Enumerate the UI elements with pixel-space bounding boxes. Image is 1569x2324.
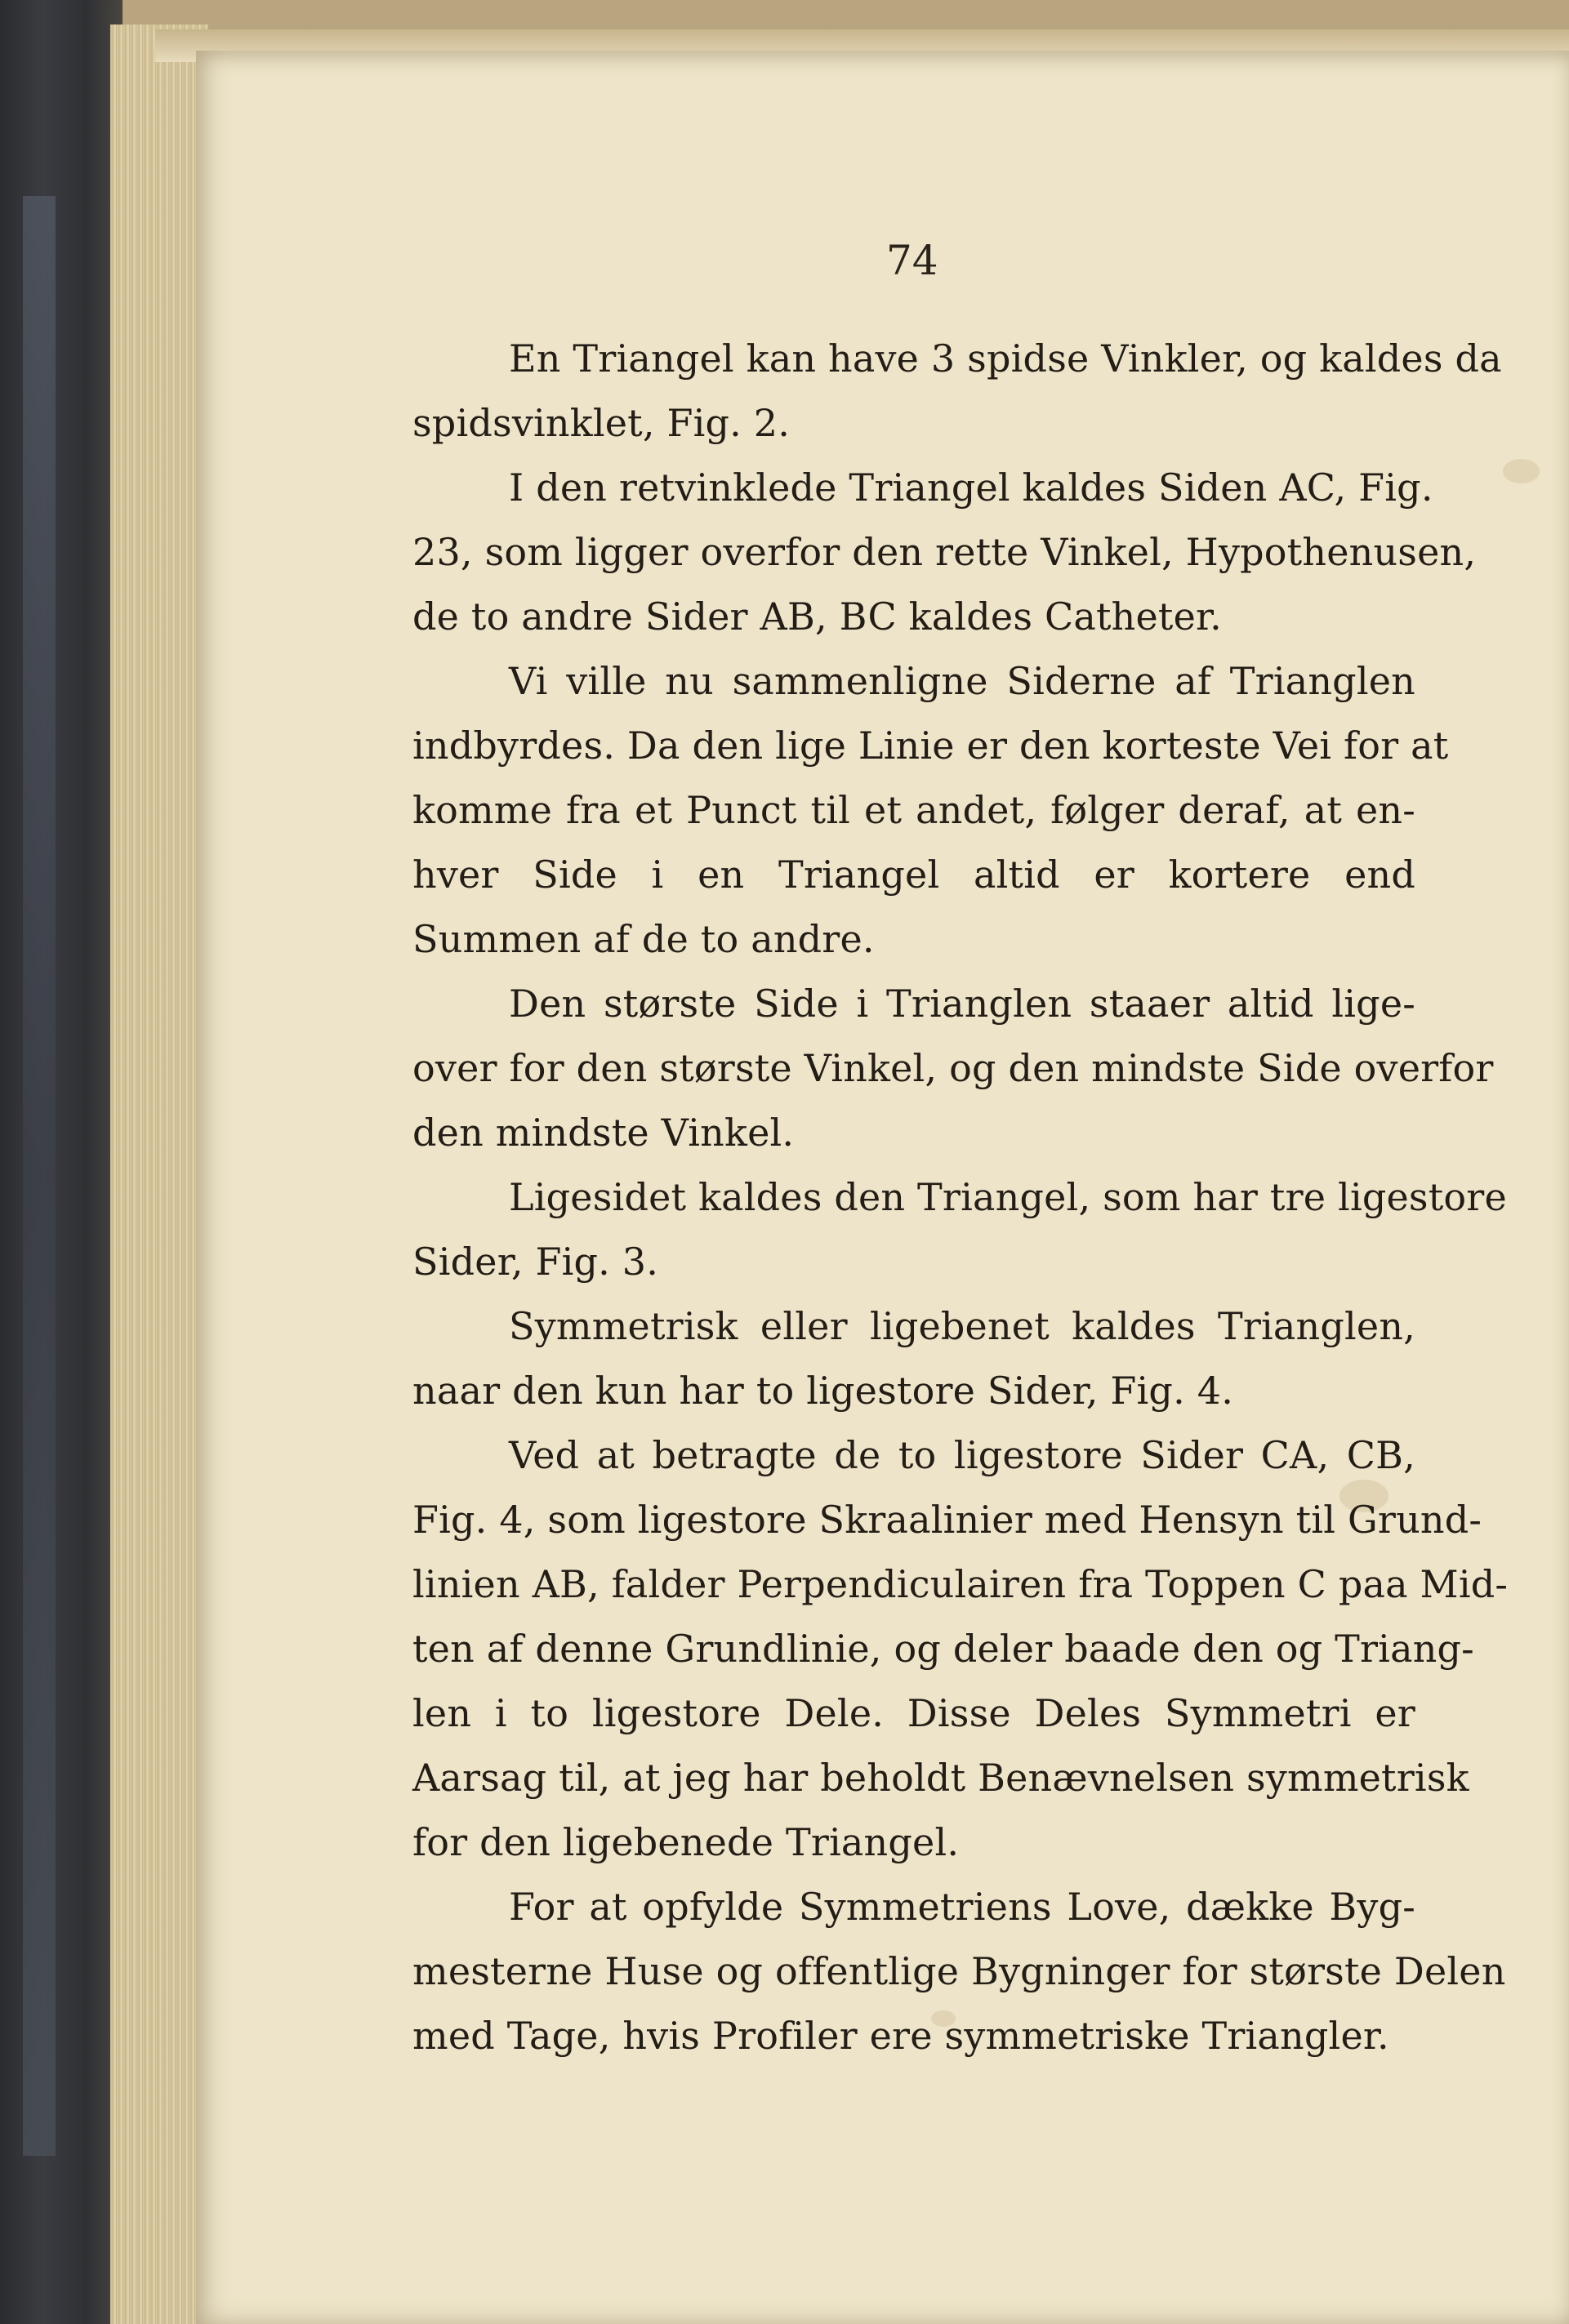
text-line: En Triangel kan have 3 spidse Vinkler, og kaldes da [509, 336, 1502, 381]
text-line: Symmetrisk eller ligebenet kaldes Trianglen, [509, 1304, 1415, 1348]
text-line: ten af denne Grundlinie, og deler baade den og Triang- [412, 1627, 1474, 1671]
text-line: For at opfylde Symmetriens Love, dække Byg- [509, 1885, 1415, 1929]
text-line: Vi ville nu sammenligne Siderne af Trianglen [509, 659, 1415, 703]
body-text [412, 327, 1509, 2068]
text-line: Den største Side i Trianglen staaer altid lige- [509, 982, 1415, 1026]
text-line: Sider, Fig. 3. [412, 1240, 659, 1284]
binding-wear-texture [23, 196, 56, 2156]
text-line: hver Side i en Triangel altid er kortere end [412, 853, 1415, 897]
text-line: Fig. 4, som ligestore Skraalinier med Hensyn til Grund- [412, 1498, 1482, 1542]
text-line: med Tage, hvis Profiler ere symmetriske Triangler. [412, 2014, 1389, 2058]
page-number: 74 [886, 237, 938, 284]
book-binding [0, 0, 123, 2324]
text-line: spidsvinklet, Fig. 2. [412, 401, 791, 445]
text-line: I den retvinklede Triangel kaldes Siden AC, Fig. [509, 465, 1433, 510]
text-line: Ved at betragte de to ligestore Sider CA, CB, [509, 1433, 1415, 1477]
text-line: len i to ligestore Dele. Disse Deles Symmetri er [412, 1691, 1415, 1735]
text-line: de to andre Sider AB, BC kaldes Catheter. [412, 594, 1223, 639]
text-line: over for den største Vinkel, og den mindste Side overfor [412, 1046, 1494, 1090]
text-line: linien AB, falder Perpendiculairen fra Toppen C paa Mid- [412, 1562, 1509, 1606]
paper-stain [1503, 459, 1540, 483]
text-line: Summen af de to andre. [412, 917, 875, 961]
text-line: Ligesidet kaldes den Triangel, som har tre ligestore [509, 1175, 1507, 1219]
text-line: Aarsag til, at jeg har beholdt Benævnelsen symmetrisk [412, 1756, 1469, 1800]
text-line: for den ligebenede Triangel. [412, 1820, 960, 1864]
text-line: naar den kun har to ligestore Sider, Fig. 4. [412, 1369, 1234, 1413]
text-line: 23, som ligger overfor den rette Vinkel, Hypothenusen, [412, 530, 1477, 574]
text-line: mesterne Huse og offentlige Bygninger for største Delen [412, 1949, 1506, 1993]
text-line: komme fra et Punct til et andet, følger deraf, at en- [412, 788, 1415, 832]
page-edges [110, 24, 208, 2324]
text-line: indbyrdes. Da den lige Linie er den korteste Vei for at [412, 723, 1449, 768]
text-line: den mindste Vinkel. [412, 1111, 795, 1155]
